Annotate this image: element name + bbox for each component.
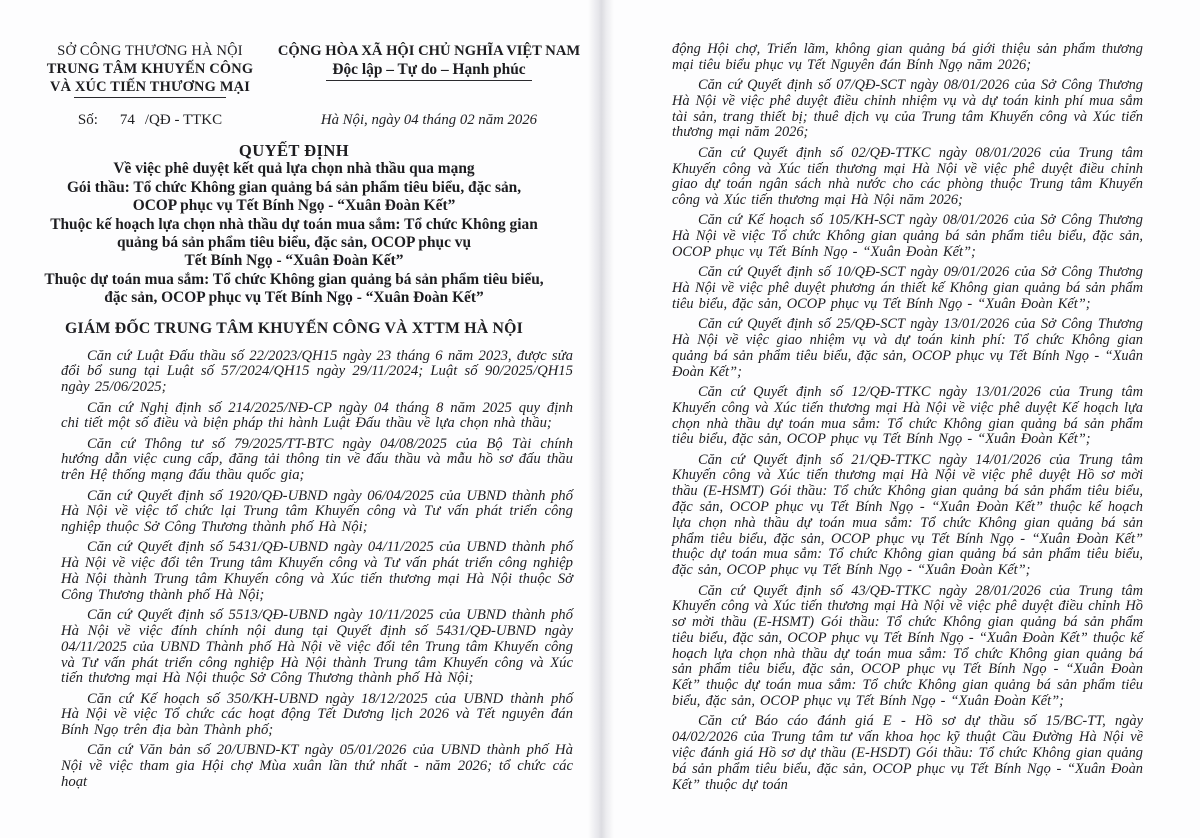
decision-title-line: Thuộc kế hoạch lựa chọn nhà thầu dự toán mua sắm: Tổ chức Không gian bbox=[50, 215, 538, 233]
issuer-block bbox=[24, 42, 276, 98]
legal-basis-paragraph: Căn cứ Quyết định số 12/QĐ-TTKC ngày 13/01/2026 của Trung tâm Khuyến công và Xúc tiến thương mại Hà Nội về việc phê duyệt Kế hoạch lựa chọn nhà thầu dự toán mua sắm: Tổ chức Không gian quảng bá sản phẩm tiêu biểu, đặc sản, OCOP phục vụ Tết Bính Ngọ - “Xuân Đoàn Kết”; bbox=[672, 383, 1143, 448]
page-seam bbox=[588, 0, 614, 838]
legal-basis-paragraph: Căn cứ Thông tư số 79/2025/TT-BTC ngày 04/08/2025 của Bộ Tài chính hướng dẫn việc cung cấp, đăng tải thông tin về đấu thầu và mẫu hồ sơ đấu thầu trên Hệ thống mạng đấu thầu quốc gia; bbox=[61, 435, 573, 484]
document-number-value: 74 bbox=[119, 112, 135, 128]
legal-basis-paragraph: Căn cứ Kế hoạch số 350/KH-UBND ngày 18/12/2025 của UBND thành phố Hà Nội về việc Tổ chức các hoạt động Tết Dương lịch 2026 và Tết nguyên đán Bính Ngọ trên địa bàn Thành phố; bbox=[61, 690, 573, 739]
left-page-body bbox=[61, 349, 573, 791]
issuer-underline bbox=[74, 97, 226, 98]
document-number bbox=[24, 112, 276, 129]
legal-basis-paragraph: Căn cứ Luật Đấu thầu số 22/2023/QH15 ngày 23 tháng 6 năm 2023, được sửa đổi bổ sung tại Luật số 57/2024/QH15 ngày 29/11/2024; Luật số 90/2025/QH15 ngày 25/06/2025; bbox=[61, 347, 573, 396]
legal-basis-paragraph: Căn cứ Văn bản số 20/UBND-KT ngày 05/01/2026 của UBND thành phố Hà Nội về việc tham gia Hội chợ Mùa xuân lần thứ nhất - năm 2026; tổ chức các hoạt bbox=[61, 742, 573, 791]
issuer-org-name-line1: TRUNG TÂM KHUYẾN CÔNG bbox=[46, 61, 254, 77]
national-title: CỘNG HÒA XÃ HỘI CHỦ NGHĨA VIỆT NAM bbox=[277, 43, 581, 59]
left-page bbox=[0, 0, 588, 838]
legal-basis-paragraph: Căn cứ Báo cáo đánh giá E - Hồ sơ dự thầu số 15/BC-TT, ngày 04/02/2026 của Trung tâm tư vấn khoa học kỹ thuật Cầu Đường Hà Nội về việc đánh giá Hồ sơ dự thầu (E-HSDT) Gói thầu: Tổ chức Không gian quảng bá sản phẩm tiêu biểu, đặc sản, OCOP phục vụ Tết Bính Ngọ - “Xuân Đoàn Kết” thuộc dự toán bbox=[672, 713, 1143, 793]
decision-title-line: quảng bá sản phẩm tiêu biểu, đặc sản, OCOP phục vụ bbox=[116, 234, 472, 252]
issuer-org-name-line2: VÀ XÚC TIẾN THƯƠNG MẠI bbox=[49, 79, 251, 95]
legal-basis-paragraph: Căn cứ Quyết định số 21/QĐ-TTKC ngày 14/01/2026 của Trung tâm Khuyến công và Xúc tiến thương mại Hà Nội về việc phê duyệt Hồ sơ mời thầu (E-HSMT) Gói thầu: Tổ chức Không gian quảng bá sản phẩm tiêu biểu, đặc sản, OCOP phục vụ Tết Bính Ngọ - “Xuân Đoàn Kết” thuộc kế hoạch lựa chọn nhà thầu dự toán mua sắm: Tổ chức Không gian quảng bá sản phẩm tiêu biểu, đặc sản, OCOP phục vụ Tết Bính Ngọ - “Xuân Đoàn Kết” thuộc dự toán mua sắm: Tổ chức Không gian quảng bá sản phẩm tiêu biểu, đặc sản, OCOP phục vụ Tết Bính Ngọ - “Xuân Đoàn Kết”; bbox=[672, 451, 1143, 579]
decision-title-line: đặc sản, OCOP phục vụ Tết Bính Ngọ - “Xuân Đoàn Kết” bbox=[104, 289, 484, 307]
decision-title-line: Tết Bính Ngọ - “Xuân Đoàn Kết” bbox=[184, 252, 404, 270]
issuing-authority: GIÁM ĐỐC TRUNG TÂM KHUYẾN CÔNG VÀ XTTM HÀ NỘI bbox=[65, 319, 523, 337]
legal-basis-paragraph: Căn cứ Nghị định số 214/2025/NĐ-CP ngày 04 tháng 8 năm 2025 quy định chi tiết một số điều và biện pháp thi hành Luật Đấu thầu về lựa chọn nhà thầu; bbox=[61, 399, 573, 432]
legal-basis-paragraph: Căn cứ Quyết định số 02/QĐ-TTKC ngày 08/01/2026 của Trung tâm Khuyến công và Xúc tiến thương mại Hà Nội về việc phê duyệt điều chỉnh giao dự toán ngân sách nhà nước cho các phòng thuộc Trung tâm Khuyến công và Xúc tiến thương mại Hà Nội năm 2026; bbox=[672, 144, 1143, 209]
legal-basis-paragraph: Căn cứ Quyết định số 07/QĐ-SCT ngày 08/01/2026 của Sở Công Thương Hà Nội về việc phê duyệt điều chỉnh nhiệm vụ và dự toán kinh phí mua sắm tài sản, trang thiết bị; thuê dịch vụ của Trung tâm Khuyến công và Xúc tiến thương mại năm 2026; bbox=[672, 77, 1143, 141]
legal-basis-paragraph: Căn cứ Quyết định số 1920/QĐ-UBND ngày 06/04/2025 của UBND thành phố Hà Nội về việc tổ chức lại Trung tâm Khuyến công và Tư vấn phát triển công nghiệp thuộc Sở Công Thương thành phố Hà Nội; bbox=[61, 487, 573, 536]
decision-title-heading: QUYẾT ĐỊNH bbox=[238, 141, 350, 160]
document-number-label: Số: bbox=[77, 112, 98, 128]
national-block bbox=[276, 42, 582, 98]
legal-basis-paragraph-continuation: động Hội chợ, Triển lãm, không gian quảng bá giới thiệu sản phẩm thương mại tiêu biểu phục vụ Tết Nguyên đán Bính Ngọ năm 2026; bbox=[672, 41, 1143, 73]
legal-basis-paragraph: Căn cứ Quyết định số 5431/QĐ-UBND ngày 04/11/2025 của UBND thành phố Hà Nội về việc đổi tên Trung tâm Khuyến công và Tư vấn phát triển công nghiệp Hà Nội thành Trung tâm Khuyến công và Xúc tiến thương mại Hà Nội thuộc Sở Công Thương thành phố Hà Nội; bbox=[61, 539, 573, 603]
right-page-body bbox=[672, 42, 1143, 793]
legal-basis-paragraph: Căn cứ Quyết định số 25/QĐ-SCT ngày 13/01/2026 của Sở Công Thương Hà Nội về việc giao nhiệm vụ và dự toán kinh phí: Tổ chức Không gian quảng bá sản phẩm tiêu biểu, đặc sản, OCOP phục vụ Tết Bính Ngọ - “Xuân Đoàn Kết”; bbox=[672, 316, 1143, 380]
legal-basis-paragraph: Căn cứ Quyết định số 43/QĐ-TTKC ngày 28/01/2026 của Trung tâm Khuyến công và Xúc tiến thương mại Hà Nội về việc phê duyệt điều chỉnh Hồ sơ mời thầu (E-HSMT) Gói thầu: Tổ chức Không gian quảng bá sản phẩm tiêu biểu, đặc sản, OCOP phục vụ Tết Bính Ngọ - “Xuân Đoàn Kết” thuộc kế hoạch lựa chọn nhà thầu dự toán mua sắm: Tổ chức Không gian quảng bá sản phẩm tiêu biểu, đặc sản, OCOP phục vụ Tết Bính Ngọ - “Xuân Đoàn Kết” thuộc dự toán mua sắm: Tổ chức Không gian quảng bá sản phẩm tiêu biểu, đặc sản, OCOP phục vụ Tết Bính Ngọ - “Xuân Đoàn Kết”; bbox=[672, 582, 1143, 710]
legal-basis-paragraph: Căn cứ Kế hoạch số 105/KH-SCT ngày 08/01/2026 của Sở Công Thương Hà Nội về việc Tổ chức Không gian quảng bá sản phẩm tiêu biểu, đặc sản, OCOP phục vụ Tết Bính Ngọ - “Xuân Đoàn Kết”; bbox=[672, 212, 1143, 261]
motto-underline bbox=[326, 80, 532, 81]
document-meta-row bbox=[24, 112, 582, 129]
decision-title-line: OCOP phục vụ Tết Bính Ngọ - “Xuân Đoàn Kết” bbox=[132, 197, 456, 215]
issuer-parent-org: SỞ CÔNG THƯƠNG HÀ NỘI bbox=[57, 43, 243, 59]
legal-basis-paragraph: Căn cứ Quyết định số 5513/QĐ-UBND ngày 10/11/2025 của UBND thành phố Hà Nội về việc đính chính nội dung tại Quyết định số 5431/QĐ-UBND ngày 04/11/2025 của UBND Thành phố Hà Nội về việc đổi tên Trung tâm Khuyến công và Tư vấn phát triển công nghiệp Hà Nội thành Trung tâm Khuyến công và Xúc tiến thương mại Hà Nội thuộc Sở Công Thương thành phố Hà Nội; bbox=[61, 607, 573, 687]
decision-title-line: Về việc phê duyệt kết quả lựa chọn nhà thầu qua mạng bbox=[113, 160, 475, 178]
decision-title bbox=[0, 142, 588, 308]
national-motto: Độc lập – Tự do – Hạnh phúc bbox=[332, 61, 526, 78]
legal-basis-paragraph: Căn cứ Quyết định số 10/QĐ-SCT ngày 09/01/2026 của Sở Công Thương Hà Nội về việc phê duyệt phương án thiết kế Không gian quảng bá sản phẩm tiêu biểu, đặc sản, OCOP phục vụ Tết Bính Ngọ - “Xuân Đoàn Kết”; bbox=[672, 264, 1143, 312]
right-page bbox=[614, 0, 1200, 838]
document-header bbox=[24, 42, 582, 98]
issue-date: Hà Nội, ngày 04 tháng 02 năm 2026 bbox=[320, 112, 538, 128]
decision-title-line: Thuộc dự toán mua sắm: Tổ chức Không gian quảng bá sản phẩm tiêu biểu, bbox=[44, 270, 544, 288]
decision-title-line: Gói thầu: Tổ chức Không gian quảng bá sản phẩm tiêu biểu, đặc sản, bbox=[66, 178, 522, 196]
document-number-suffix: /QĐ - TTKC bbox=[144, 112, 223, 128]
